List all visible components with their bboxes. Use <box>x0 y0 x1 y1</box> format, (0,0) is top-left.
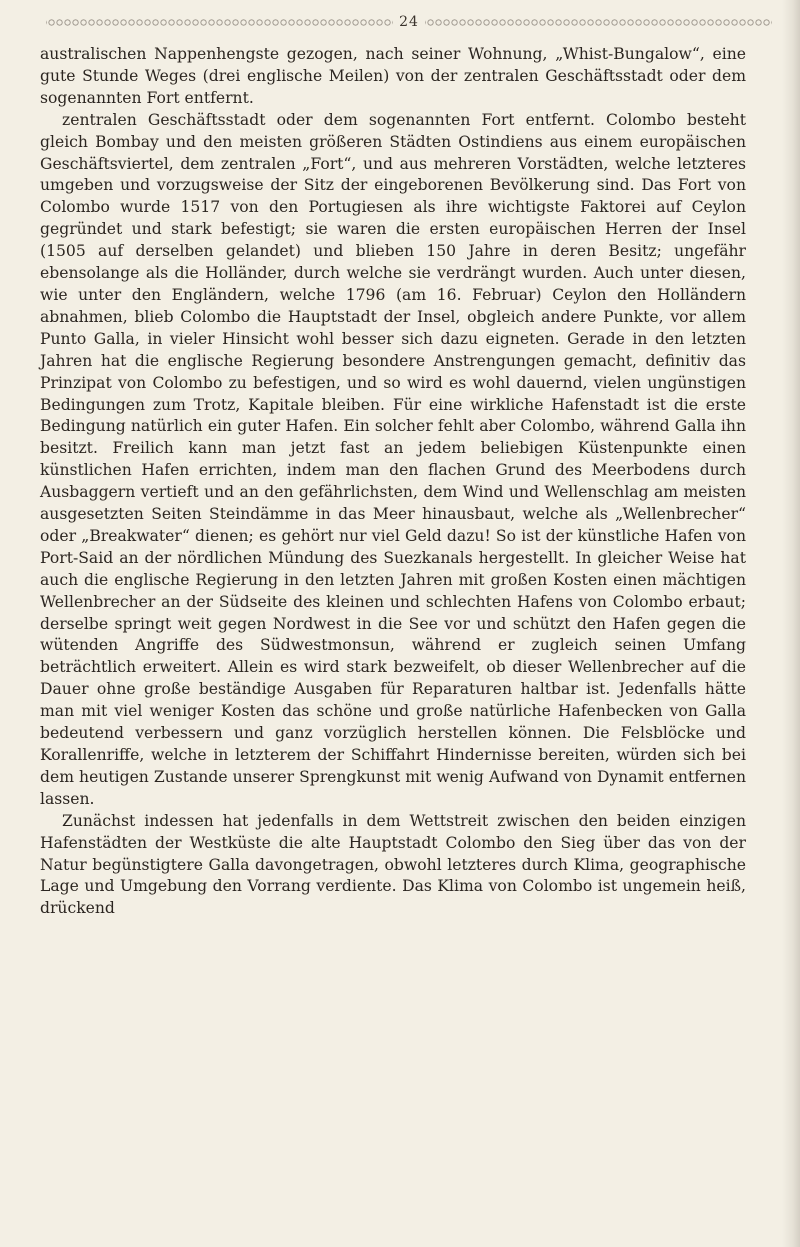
page-edge-shadow <box>782 0 800 1247</box>
ornament-left <box>46 18 393 27</box>
page-header <box>46 14 772 30</box>
ornament-right <box>425 18 772 27</box>
paragraph-2: zentralen Geschäftsstadt oder dem sogenannten Fort entfernt. Colombo besteht gleich Bombay und den meisten größeren Städten Ostindiens aus einem europäischen Geschäftsviertel, dem zentralen „Fort“, und aus mehreren Vorstädten, welche letzteres umgeben und vorzugsweise der Sitz der eingeborenen Bevölkerung sind. Das Fort von Colombo wurde 1517 von den Portugiesen als ihre wichtigste Faktorei auf Ceylon gegründet und stark befestigt; sie waren die ersten europäischen Herren der Insel (1505 auf derselben gelandet) und blieben 150 Jahre in deren Besitz; ungefähr ebensolange als die Holländer, durch welche sie verdrängt wurden. Auch unter diesen, wie unter den Engländern, welche 1796 (am 16. Februar) Ceylon den Holländern abnahmen, blieb Colombo die Hauptstadt der Insel, obgleich andere Punkte, vor allem Punto Galla, in vieler Hinsicht wohl besser sich dazu eigneten. Gerade in den letzten Jahren hat die englische Regierung besondere Anstrengungen gemacht, definitiv das Prinzipat von Colombo zu befestigen, und so wird es wohl dauernd, vielen ungünstigen Bedingungen zum Trotz, Kapitale bleiben. Für eine wirkliche Hafenstadt ist die erste Bedingung natürlich ein guter Hafen. Ein solcher fehlt aber Colombo, während Galla ihn besitzt. Freilich kann man jetzt fast an jedem beliebigen Küstenpunkte einen künstlichen Hafen errichten, indem man den flachen Grund des Meerbodens durch Ausbaggern vertieft und an den gefährlichsten, dem Wind und Wellenschlag am meisten ausgesetzten Seiten Steindämme in das Meer hinausbaut, welche als „Wellenbrecher“ oder „Breakwater“ dienen; es gehört nur viel Geld dazu! So ist der künstliche Hafen von Port-Said an der nördlichen Mündung des Suezkanals hergestellt. In gleicher Weise hat auch die englische Regierung in den letzten Jahren mit großen Kosten einen mächtigen Wellenbrecher an der Südseite des kleinen und schlechten Hafens von Colombo erbaut; derselbe springt weit gegen Nordwest in die See vor und schützt den Hafen gegen die wütenden Angriffe des Südwestmonsun, während er zugleich seinen Umfang beträchtlich erweitert. Allein es wird stark bezweifelt, ob dieser Wellenbrecher auf die Dauer ohne große beständige Ausgaben für Reparaturen haltbar ist. Jedenfalls hätte man mit viel weniger Kosten das schöne und große natürliche Hafenbecken von Galla bedeutend verbessern und ganz vorzüglich herstellen können. Die Felsblöcke und Korallenriffe, welche in letzterem der Schiffahrt Hindernisse bereiten, würden sich bei dem heutigen Zustande unserer Sprengkunst mit wenig Aufwand von Dynamit entfernen lassen. <box>40 110 746 808</box>
text-body <box>40 44 746 920</box>
paragraph-3: Zunächst indessen hat jedenfalls in dem Wettstreit zwischen den beiden einzigen Hafenstädten der Westküste die alte Hauptstadt Colombo den Sieg über das von der Natur begünstigtere Galla davongetragen, obwohl letzteres durch Klima, geographische Lage und Umgebung den Vorrang verdiente. Das Klima von Colombo ist ungemein heiß, drückend <box>40 811 746 918</box>
paragraph-1: australischen Nappenhengste gezogen, nach seiner Wohnung, „Whist-Bungalow“, eine gute Stunde Weges (drei englische Meilen) von der zentralen Geschäftsstadt oder dem sogenannten Fort entfernt. <box>40 45 746 107</box>
page-number: 24 <box>399 14 419 30</box>
